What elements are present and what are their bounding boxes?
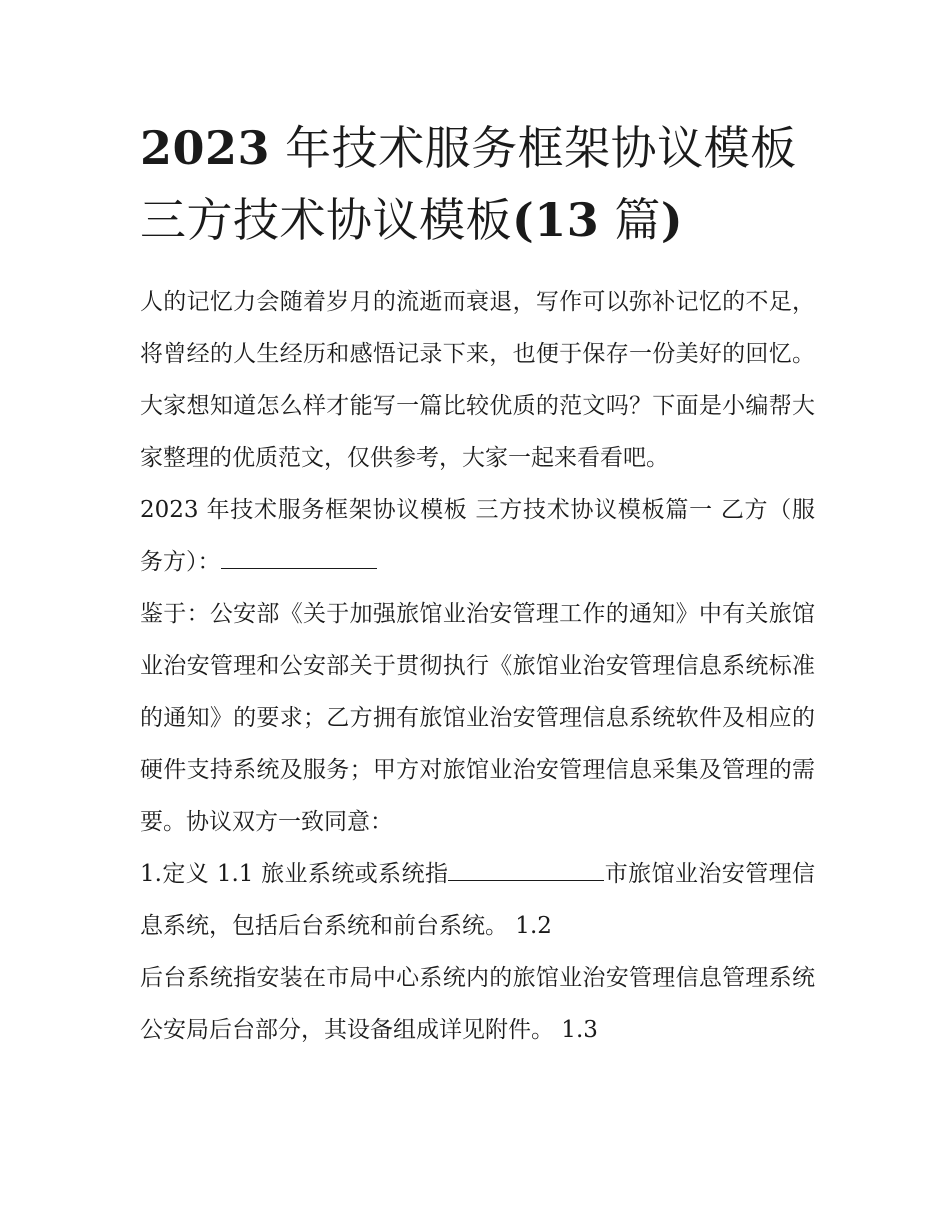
clause-1-2-paragraph: 后台系统指安装在市局中心系统内的旅馆业治安管理信息管理系统公安局后台部分，其设备组成详见附件。 1.3	[140, 965, 815, 1043]
clause-1-prefix: 1.定义 1.1 旅业系统或系统指	[140, 861, 449, 887]
service-party-blank	[221, 542, 377, 569]
document-title	[140, 112, 815, 256]
title-line-1: 年技术服务框架协议模板	[270, 121, 797, 175]
section-heading	[140, 484, 815, 588]
title-count-close: )	[660, 193, 684, 247]
document-page	[140, 112, 815, 1056]
whereas-paragraph: 鉴于：公安部《关于加强旅馆业治安管理工作的通知》中有关旅馆业治安管理和公安部关于贯彻执行《旅馆业治安管理信息系统标准的通知》的要求；乙方拥有旅馆业治安管理信息系统软件及相应的硬件支持系统及服务；甲方对旅馆业治安管理信息采集及管理的需要。协议双方一致同意：	[140, 601, 815, 835]
title-year: 2023	[140, 121, 271, 175]
title-line-2: 三方技术协议模板	[140, 193, 512, 247]
intro-paragraph: 人的记忆力会随着岁月的流逝而衰退，写作可以弥补记忆的不足，将曾经的人生经历和感悟记录下来，也便于保存一份美好的回忆。大家想知道怎么样才能写一篇比较优质的范文吗？下面是小编帮大家整理的优质范文，仅供参考，大家一起来看看吧。	[140, 289, 815, 471]
clause-1-paragraph	[140, 848, 815, 952]
clause-1-suffix: 市旅馆业治安管理信息系统，包括后台系统和前台系统。 1.2	[140, 861, 815, 939]
section-heading-text: 2023 年技术服务框架协议模板 三方技术协议模板篇一 乙方（服务方）：	[140, 497, 815, 575]
title-count-open: (13	[512, 193, 600, 247]
title-count-unit: 篇	[599, 193, 661, 247]
city-blank	[448, 854, 604, 881]
